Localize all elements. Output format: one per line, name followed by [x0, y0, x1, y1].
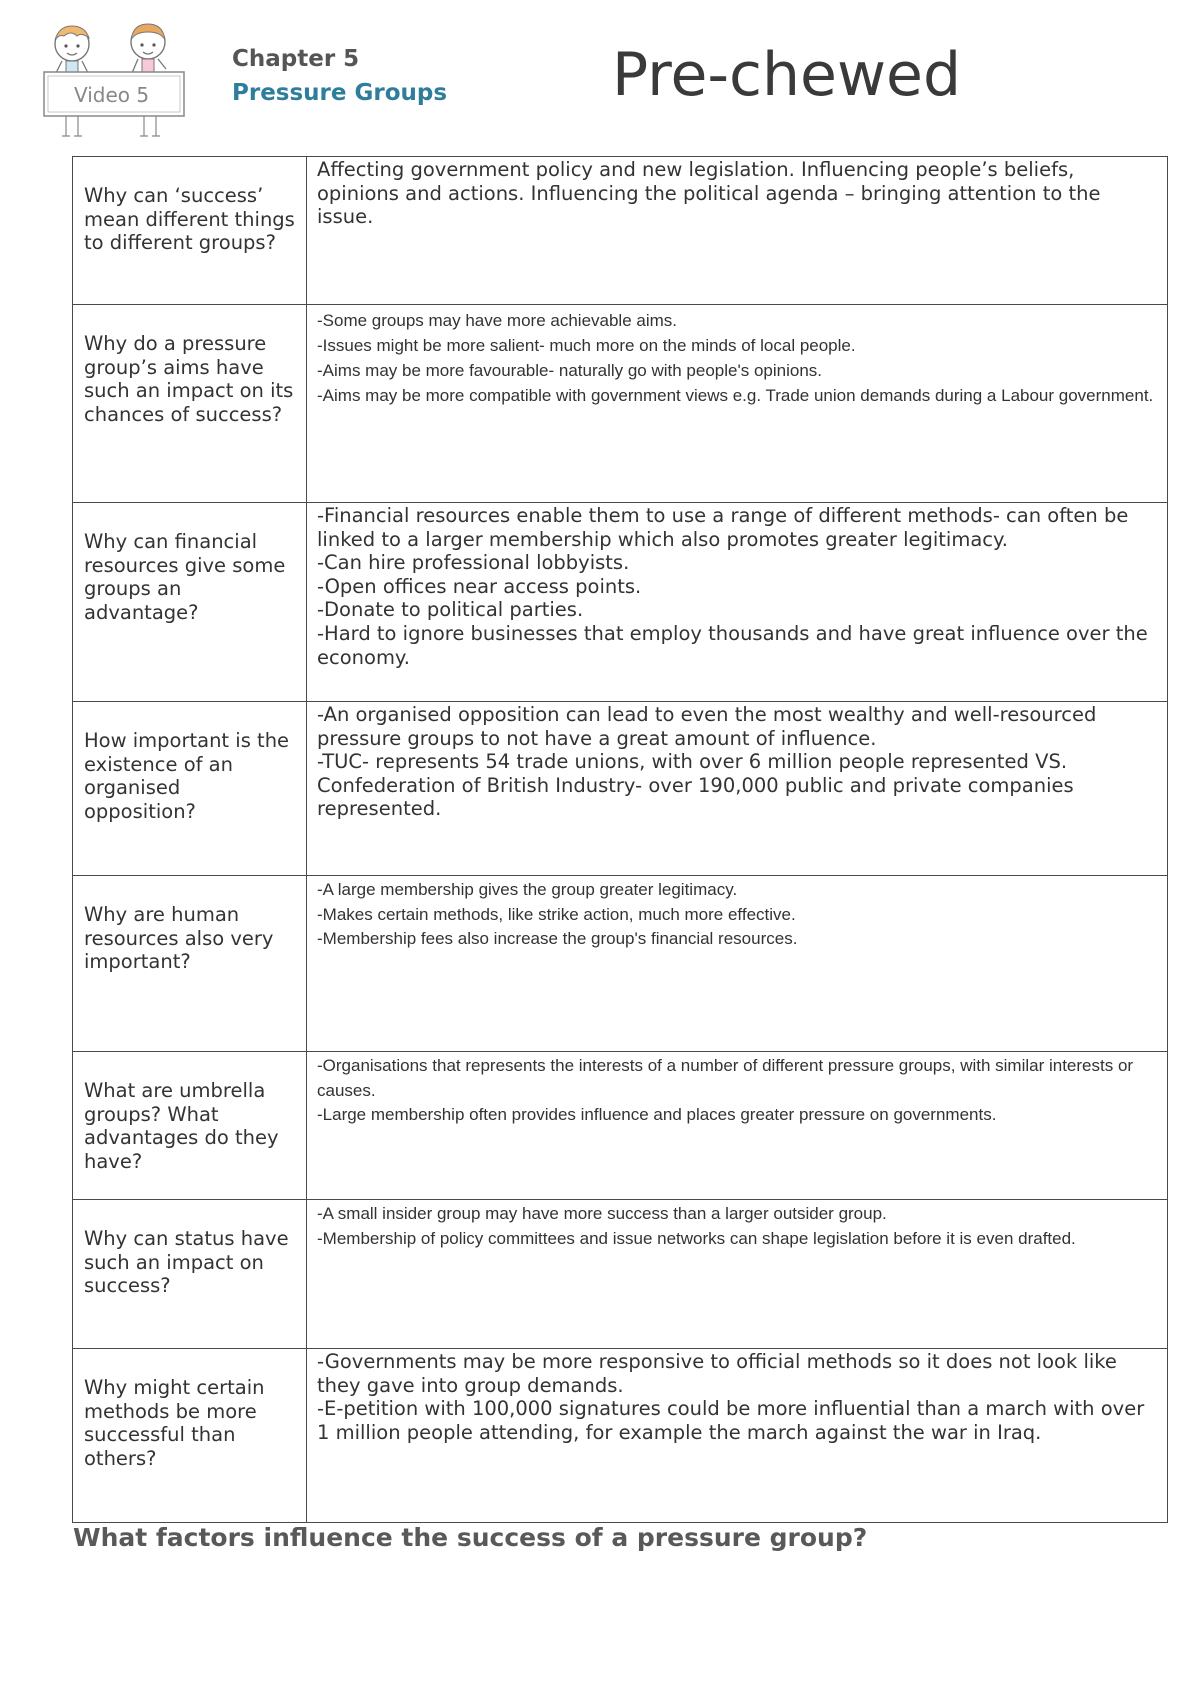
answer-cell [307, 157, 1168, 305]
answer-cell [307, 305, 1168, 503]
page-header [0, 0, 1200, 150]
answer-line: -E-petition with 100,000 signatures could be more influential than a march with over 1 million people attending, for example the march against the war in Iraq. [317, 1397, 1145, 1444]
answer-cell [307, 876, 1168, 1052]
answer-line: Affecting government policy and new legislation. Influencing people’s beliefs, opinions and actions. Influencing the political agenda – bringing attention to the issue. [317, 158, 1101, 229]
question-text: Why are human resources also very important? [84, 903, 274, 974]
answer-line: -Some groups may have more achievable aims. [317, 311, 677, 330]
answer-line: -Issues might be more salient- much more on the minds of local people. [317, 336, 856, 355]
answer-line: -Hard to ignore businesses that employ thousands and have great influence over the economy. [317, 621, 1148, 669]
qa-table [72, 156, 1168, 1523]
question-text: Why might certain methods be more successful than others? [84, 1376, 265, 1470]
question-cell [73, 1052, 307, 1200]
answer-line: -Membership of policy committees and issue networks can shape legislation before it is even drafted. [317, 1228, 1076, 1248]
question-text: Why can status have such an impact on success? [84, 1227, 289, 1298]
answer-text [307, 305, 1167, 408]
answer-line: -Donate to political parties. [317, 598, 584, 622]
answer-cell [307, 702, 1168, 876]
question-cell [73, 305, 307, 503]
answer-line: -TUC- represents 54 trade unions, with over 6 million people represented VS. Confederation of British Industry- over 190,000 public and private companies represented. [317, 750, 1074, 821]
svg-text:Video 5: Video 5 [74, 83, 150, 107]
question-cell [73, 876, 307, 1052]
answer-line: -Aims may be more favourable- naturally go with people's opinions. [317, 361, 822, 380]
table-row [73, 1200, 1168, 1349]
table-row [73, 1052, 1168, 1200]
brand-title: Pre-chewed [612, 40, 962, 110]
answer-line: -Organisations that represents the interests of a number of different pressure groups, with similar interests or causes. [317, 1056, 1134, 1100]
question-cell [73, 702, 307, 876]
video-kids-logo [40, 18, 190, 140]
question-cell [73, 157, 307, 305]
answer-text [307, 1200, 1167, 1251]
answer-text [307, 503, 1167, 669]
question-text: Why can ‘success’ mean different things to different groups? [84, 184, 295, 255]
table-row [73, 503, 1168, 702]
question-cell [73, 503, 307, 702]
answer-line: -Membership fees also increase the group's financial resources. [317, 929, 798, 948]
answer-line: -Governments may be more responsive to official methods so it does not look like they gave into group demands. [317, 1350, 1117, 1397]
table-row [73, 305, 1168, 503]
page-question: What factors influence the success of a pressure group? [73, 1523, 868, 1552]
question-text: What are umbrella groups? What advantages do they have? [84, 1079, 279, 1173]
table-row [73, 876, 1168, 1052]
answer-text [307, 157, 1167, 229]
answer-cell [307, 1052, 1168, 1200]
answer-line: -Large membership often provides influence and places greater pressure on governments. [317, 1105, 997, 1124]
question-text: Why can financial resources give some groups an advantage? [84, 530, 286, 624]
answer-line: -Open offices near access points. [317, 574, 642, 598]
answer-line: -Aims may be more compatible with government views e.g. Trade union demands during a Labour government. [317, 386, 1154, 405]
answer-text [307, 876, 1167, 952]
table-row [73, 702, 1168, 876]
answer-line: -A small insider group may have more success than a larger outsider group. [317, 1204, 887, 1223]
table-row [73, 1349, 1168, 1523]
answer-text [307, 1052, 1167, 1128]
answer-cell [307, 1200, 1168, 1349]
answer-text [307, 702, 1167, 821]
table-row [73, 157, 1168, 305]
answer-text [307, 1349, 1167, 1444]
answer-cell [307, 1349, 1168, 1523]
answer-line: -Can hire professional lobbyists. [317, 551, 630, 575]
chapter-label: Chapter 5 [232, 46, 360, 72]
question-text: How important is the existence of an organised opposition? [84, 729, 290, 823]
topic-title: Pressure Groups [232, 80, 448, 106]
question-cell [73, 1349, 307, 1523]
answer-cell [307, 503, 1168, 702]
answer-line: -Makes certain methods, like strike action, much more effective. [317, 904, 796, 924]
answer-line: -An organised opposition can lead to even the most wealthy and well-resourced pressure groups to not have a great amount of influence. [317, 703, 1097, 750]
question-cell [73, 1200, 307, 1349]
question-text: Why do a pressure group’s aims have such an impact on its chances of success? [84, 332, 294, 426]
answer-line: -A large membership gives the group greater legitimacy. [317, 880, 738, 899]
answer-line: -Financial resources enable them to use a range of different methods- can often be linked to a larger membership which also promotes greater legitimacy. [317, 504, 1129, 551]
